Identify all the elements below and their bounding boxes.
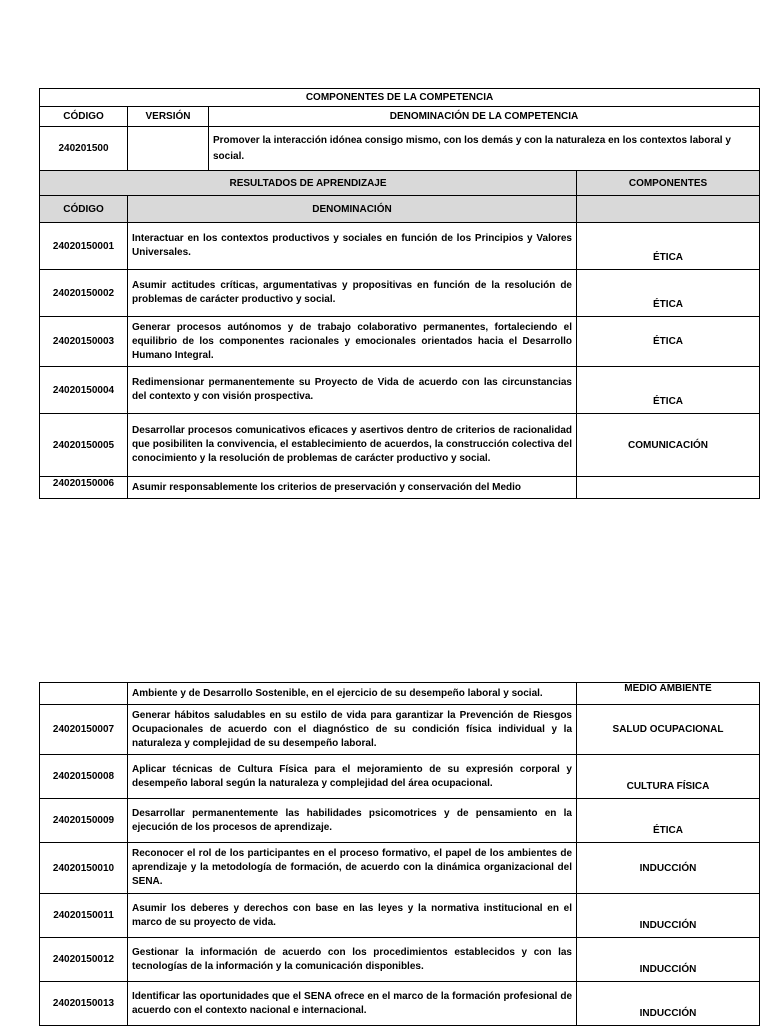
table-row xyxy=(40,982,760,1026)
competencia-codigo: 240201500 xyxy=(40,127,128,171)
row-denominacion: Desarrollar procesos comunicativos eficaces y asertivos dentro de criterios de racionalidad que posibiliten la convivencia, el establecimiento de acuerdos, la construcción colectiva del conocimiento y la resolución de problemas de carácter productivo y social. xyxy=(128,414,577,477)
row-denominacion: Asumir responsablemente los criterios de preservación y conservación del Medio xyxy=(128,477,577,499)
row-denominacion: Ambiente y de Desarrollo Sostenible, en el ejercicio de su desempeño laboral y social. xyxy=(128,683,577,705)
row-denominacion: Identificar las oportunidades que el SENA ofrece en el marco de la formación profesional de acuerdo con el contexto nacional e internacional. xyxy=(128,982,577,1026)
row-codigo: 24020150011 xyxy=(40,894,128,938)
row-codigo: 24020150007 xyxy=(40,705,128,755)
table-row xyxy=(40,938,760,982)
row-codigo: 24020150012 xyxy=(40,938,128,982)
row-componente: INDUCCIÓN xyxy=(577,982,760,1026)
table-row xyxy=(40,894,760,938)
subheader-denominacion: DENOMINACIÓN xyxy=(128,196,577,223)
competencia-version xyxy=(128,127,209,171)
header-denominacion-competencia: DENOMINACIÓN DE LA COMPETENCIA xyxy=(209,107,760,127)
table-row xyxy=(40,270,760,317)
row-denominacion: Redimensionar permanentemente su Proyecto de Vida de acuerdo con las circunstancias del contexto y con visión prospectiva. xyxy=(128,367,577,414)
subheader-componentes-empty xyxy=(577,196,760,223)
row-codigo: 24020150003 xyxy=(40,317,128,367)
row-componente: ÉTICA xyxy=(577,270,760,317)
row-denominacion: Asumir los deberes y derechos con base en las leyes y la normativa institucional en el marco de su proyecto de vida. xyxy=(128,894,577,938)
table-title: COMPONENTES DE LA COMPETENCIA xyxy=(40,89,760,107)
subheader-codigo: CÓDIGO xyxy=(40,196,128,223)
row-codigo: 24020150013 xyxy=(40,982,128,1026)
table-row xyxy=(40,477,760,499)
table-row xyxy=(40,799,760,843)
table-row xyxy=(40,843,760,894)
table-row xyxy=(40,683,760,705)
row-codigo: 24020150006 xyxy=(40,477,128,499)
table-row xyxy=(40,414,760,477)
row-componente: CULTURA FÍSICA xyxy=(577,755,760,799)
row-codigo: 24020150004 xyxy=(40,367,128,414)
row-denominacion: Reconocer el rol de los participantes en el proceso formativo, el papel de los ambientes de aprendizaje y la metodología de formación, de acuerdo con la dinámica organizacional del SENA. xyxy=(128,843,577,894)
row-codigo: 24020150009 xyxy=(40,799,128,843)
row-denominacion: Generar hábitos saludables en su estilo de vida para garantizar la Prevención de Riesgos Ocupacionales de acuerdo con el diagnóstico de su condición física individual y la naturaleza y complejidad de su desempeño laboral. xyxy=(128,705,577,755)
row-componente: INDUCCIÓN xyxy=(577,843,760,894)
row-codigo: 24020150001 xyxy=(40,223,128,270)
table-row xyxy=(40,755,760,799)
row-denominacion: Aplicar técnicas de Cultura Física para el mejoramiento de su expresión corporal y desempeño laboral según la naturaleza y complejidad del área ocupacional. xyxy=(128,755,577,799)
row-codigo xyxy=(40,683,128,705)
row-denominacion: Gestionar la información de acuerdo con los procedimientos establecidos y con las tecnologías de la información y la comunicación disponibles. xyxy=(128,938,577,982)
row-componente: INDUCCIÓN xyxy=(577,894,760,938)
row-componente: COMUNICACIÓN xyxy=(577,414,760,477)
row-denominacion: Asumir actitudes críticas, argumentativas y propositivas en función de la resolución de problemas de carácter productivo y social. xyxy=(128,270,577,317)
row-denominacion: Desarrollar permanentemente las habilidades psicomotrices y de pensamiento en la ejecución de los procesos de aprendizaje. xyxy=(128,799,577,843)
table-row xyxy=(40,223,760,270)
row-codigo: 24020150010 xyxy=(40,843,128,894)
competencia-table-page2 xyxy=(39,682,760,1026)
row-denominacion: Interactuar en los contextos productivos y sociales en función de los Principios y Valores Universales. xyxy=(128,223,577,270)
row-componente: ÉTICA xyxy=(577,223,760,270)
table-row xyxy=(40,367,760,414)
row-componente: ÉTICA xyxy=(577,367,760,414)
table-row xyxy=(40,705,760,755)
row-codigo: 24020150002 xyxy=(40,270,128,317)
row-codigo: 24020150005 xyxy=(40,414,128,477)
header-codigo: CÓDIGO xyxy=(40,107,128,127)
row-codigo: 24020150008 xyxy=(40,755,128,799)
header-version: VERSIÓN xyxy=(128,107,209,127)
row-componente: ÉTICA xyxy=(577,317,760,367)
row-componente: ÉTICA xyxy=(577,799,760,843)
row-denominacion: Generar procesos autónomos y de trabajo colaborativo permanentes, fortaleciendo el equilibrio de los componentes racionales y emocionales orientados hacia el Desarrollo Humano Integral. xyxy=(128,317,577,367)
row-componente xyxy=(577,477,760,499)
competencia-texto: Promover la interacción idónea consigo mismo, con los demás y con la naturaleza en los contextos laboral y social. xyxy=(209,127,760,171)
competencia-table-page1 xyxy=(39,88,760,499)
row-componente: SALUD OCUPACIONAL xyxy=(577,705,760,755)
row-componente: INDUCCIÓN xyxy=(577,938,760,982)
header-componentes: COMPONENTES xyxy=(577,171,760,196)
header-resultados: RESULTADOS DE APRENDIZAJE xyxy=(40,171,577,196)
table-row xyxy=(40,317,760,367)
row-componente: MEDIO AMBIENTE xyxy=(577,683,760,705)
